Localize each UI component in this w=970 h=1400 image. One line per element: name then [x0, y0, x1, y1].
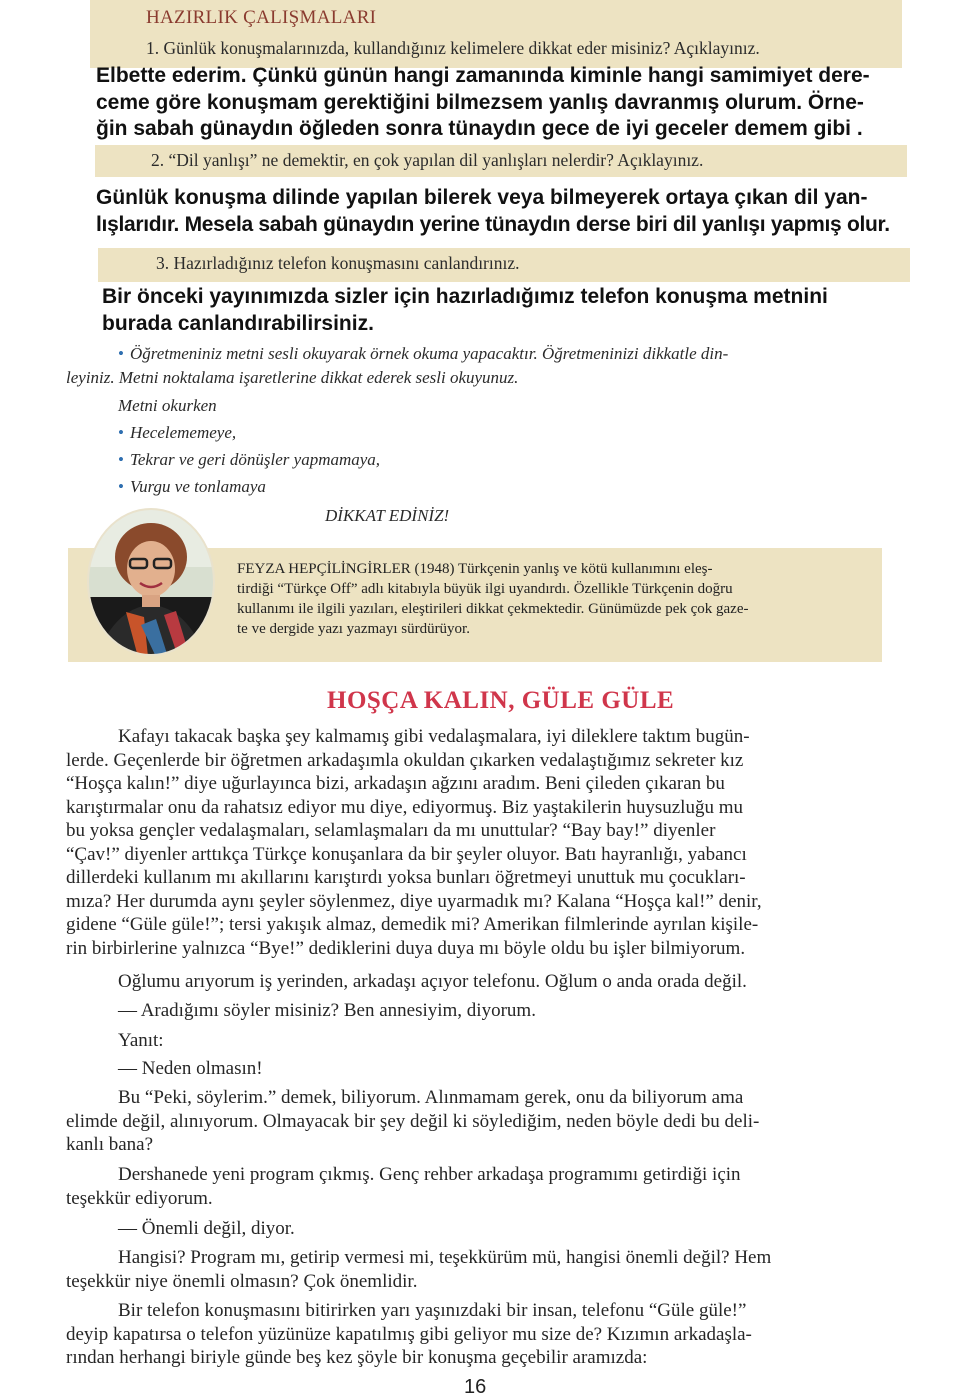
story-paragraph-2: Oğlumu arıyorum iş yerinden, arkadaşı açıyor telefonu. Oğlum o anda orada değil. [118, 971, 747, 992]
dialogue-line: Yanıt: [118, 1030, 164, 1051]
bullet-icon: • [118, 344, 124, 363]
reading-item: • Tekrar ve geri dönüşler yapmamaya, [118, 450, 381, 469]
answer-2-line: lışlarıdır. Mesela sabah günaydın yerine tünaydın derse biri dil yanlışı yapmış olur. [96, 212, 890, 236]
dialogue-line: — Aradığımı söyler misiniz? Ben annesiyim, diyorum. [118, 1000, 536, 1021]
answer-2-line: Günlük konuşma dilinde yapılan bilerek veya bilmeyerek ortaya çıkan dil yan- [96, 186, 868, 209]
story-line: Dershanede yeni program çıkmış. Genç rehber arkadaşa programımı getirdiği için [118, 1164, 741, 1185]
story-paragraph-3 [66, 1086, 883, 1157]
story-line: dillerdeki kullanım mı akıllarını karıştırdı yoksa bunları öğretmeyi unuttuk mu çocukları- [66, 867, 746, 888]
bullet-icon: • [118, 423, 124, 442]
story-line: “Hoşça kalın!” diye uğurlayınca bizi, arkadaşın ağzını aradım. Beni çileden çıkaran bu [66, 773, 725, 794]
author-bio-line: tirdiği “Türkçe Off” adlı kitabıyla büyük ilgi uyandırdı. Özellikle Türkçenin doğru [237, 581, 733, 597]
story-line: mıza? Her durumda aynı şeyler söylenmez, diye uyarmadık mı? Kalana “Hoşça kal!” denir, [66, 890, 762, 912]
page-number: 16 [464, 1376, 487, 1398]
story-paragraph-4 [66, 1163, 883, 1210]
story-line: gidene “Güle güle!”; tersi yakışık almaz, demedik mi? Amerikan filmlerinde ayrılan kişile- [66, 914, 759, 935]
story-line: rin birbirlerine yalnızca “Bye!” dediklerini duya duya mı böyle oldu bu işler bilmiyorum. [66, 937, 746, 959]
story-line: elimde değil, alınıyorum. Olmayacak bir şey değil ki söylediğim, neden böyle dedi bu deli- [66, 1110, 760, 1132]
story-paragraph-1 [66, 725, 883, 960]
story-line: Hangisi? Program mı, getirip vermesi mi, teşekkürüm mü, hangisi önemli değil? Hem [118, 1247, 772, 1268]
attention-note: DİKKAT EDİNİZ! [325, 506, 450, 525]
answer-2 [96, 185, 956, 238]
story-line: Bu “Peki, söylerim.” demek, biliyorum. Alınmamam gerek, onu da biliyorum ama [118, 1087, 744, 1108]
story-title: HOŞÇA KALIN, GÜLE GÜLE [327, 687, 675, 714]
bullet-icon: • [118, 450, 124, 469]
author-bio-line: te ve dergide yazı yazmayı sürdürüyor. [237, 621, 470, 637]
answer-1 [96, 63, 956, 143]
answer-1-line: ğin sabah günaydın öğleden sonra tünaydın gece de iyi geceler demem gibi . [96, 117, 863, 140]
story-line: Bir telefon konuşmasını bitirirken yarı yaşınızdaki bir insan, telefonu “Güle güle!” [118, 1300, 747, 1321]
story-paragraph-5 [66, 1246, 883, 1293]
story-line: Kafayı takacak başka şey kalmamış gibi vedalaşmalara, iyi dileklere taktım bugün- [118, 726, 750, 747]
question-2: 2. “Dil yanlışı” ne demektir, en çok yapılan dil yanlışları nelerdir? Açıklayınız. [151, 150, 704, 170]
story-line: bu yoksa gençler vedalaşmaları, selamlaşmaları da mı unuttular? “Bay bay!” diyenler [66, 820, 716, 841]
answer-3-line: Bir önceki yayınımızda sizler için hazırladığımız telefon konuşma metnini [102, 285, 828, 308]
story-line: deyip kapatırsa o telefon yüzünüze kapatılmış gibi geliyor mu size de? Kızımın arkadaşla- [66, 1323, 752, 1345]
dialogue-line: — Neden olmasın! [118, 1058, 263, 1079]
author-bio [237, 559, 867, 639]
instruction-line: leyiniz. Metni noktalama işaretlerine dikkat ederek sesli okuyunuz. [66, 368, 519, 387]
answer-1-line: Elbette ederim. Çünkü günün hangi zamanında kiminle hangi samimiyet dere- [96, 64, 870, 87]
story-line: kanlı bana? [66, 1134, 154, 1155]
story-line: lerde. Geçenlerde bir öğretmen arkadaşımla okuldan çıkarken vedalaştığımız sekreter kız [66, 749, 744, 771]
story-line: rından herhangi biriyle günde beş kez şöyle bir konuşma geçebilir aramızda: [66, 1347, 648, 1368]
story-line: teşekkür niye önemli olmasın? Çok önemlidir. [66, 1270, 418, 1292]
story-line: karıştırmalar onu da rahatsız ediyor mu diye, ediyormuş. Biz yaştakilerin huysuzluğu mu [66, 796, 743, 818]
bullet-icon: • [118, 477, 124, 496]
reading-intro: Metni okurken [118, 396, 217, 415]
story-line: “Çav!” diyenler arttıkça Türkçe konuşanlara da bir şeyler oluyor. Batı hayranlığı, yabancı [66, 843, 747, 865]
reading-item: • Hecelememeye, [118, 423, 237, 442]
instruction-line: • Öğretmeniniz metni sesli okuyarak örnek okuma yapacaktır. Öğretmeninizi dikkatle din- [118, 344, 729, 363]
reading-item: • Vurgu ve tonlamaya [118, 477, 266, 496]
story-paragraph-6 [66, 1299, 883, 1370]
question-3: 3. Hazırladığınız telefon konuşmasını canlandırınız. [156, 253, 520, 273]
story-line: teşekkür ediyorum. [66, 1187, 213, 1209]
author-bio-line: FEYZA HEPÇİLİNGİRLER (1948) Türkçenin yanlış ve kötü kullanımını eleş- [237, 561, 713, 577]
author-bio-line: kullanımı ile ilgili yazıları, eleştirileri dikkat çekmektedir. Günümüzde pek çok gaze- [237, 601, 749, 617]
answer-1-line: ceme göre konuşmam gerektiğini bilmezsem yanlış davranmış olurum. Örne- [96, 90, 864, 114]
answer-3-line: burada canlandırabilirsiniz. [102, 311, 374, 335]
section-heading: HAZIRLIK ÇALIŞMALARI [146, 7, 377, 28]
author-photo [86, 507, 216, 657]
answer-3 [102, 284, 902, 337]
question-1: 1. Günlük konuşmalarınızda, kullandığınız kelimelere dikkat eder misiniz? Açıklayınız. [146, 38, 760, 58]
dialogue-line: — Önemli değil, diyor. [118, 1218, 295, 1239]
